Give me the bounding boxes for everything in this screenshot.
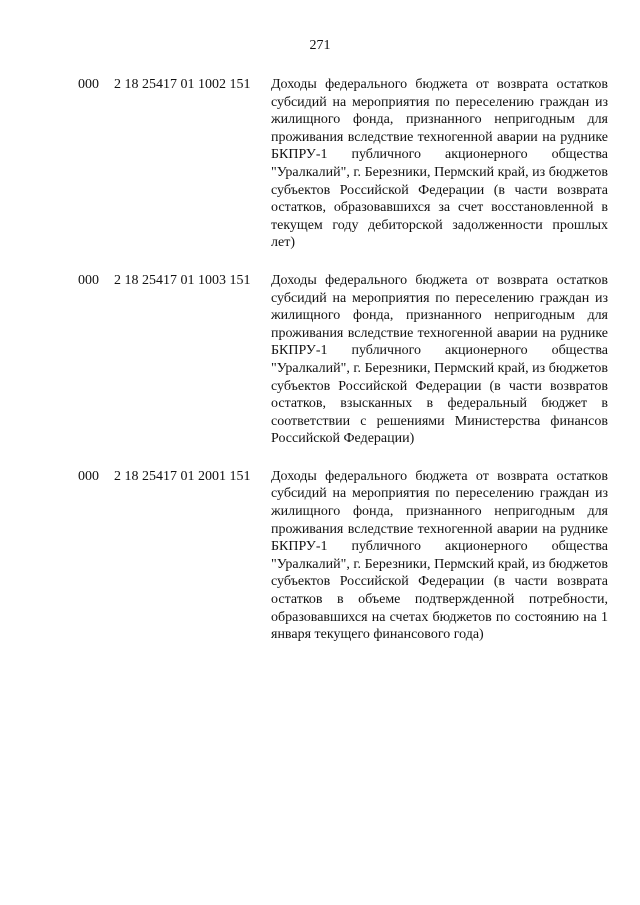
- budget-classification-code: 2 18 25417 01 1003 151: [114, 272, 251, 288]
- page-number: 271: [309, 38, 331, 53]
- table-row: [78, 468, 608, 644]
- income-description: Доходы федерального бюджета от возврата остатков субсидий на мероприятия по переселению граждан из жилищного фонда, признанного непригодным для проживания вследствие техногенной аварии на руднике БКПРУ-1 публичного акционерного общества "Уралкалий", г. Березники, Пермский край, из бюджетов субъектов Российской Федерации (в части возврата остатков, образовавшихся за счет восстановленной в текущем году дебиторской задолженности прошлых лет): [271, 77, 608, 251]
- table-row: [78, 272, 608, 448]
- admin-code: 000: [78, 77, 99, 92]
- income-description: Доходы федерального бюджета от возврата остатков субсидий на мероприятия по переселению граждан из жилищного фонда, признанного непригодным для проживания вследствие техногенной аварии на руднике БКПРУ-1 публичного акционерного общества "Уралкалий", г. Березники, Пермский край, из бюджетов субъектов Российской Федерации (в части возвратов остатков, взысканных в федеральный бюджет в соответствии с решениями Министерства финансов Российской Федерации): [271, 272, 608, 447]
- admin-code: 000: [78, 272, 99, 288]
- admin-code: 000: [78, 468, 99, 484]
- income-description: Доходы федерального бюджета от возврата остатков субсидий на мероприятия по переселению граждан из жилищного фонда, признанного непригодным для проживания вследствие техногенной аварии на руднике БКПРУ-1 публичного акционерного общества "Уралкалий", г. Березники, Пермский край, из бюджетов субъектов Российской Федерации (в части возврата остатков в объеме подтвержденной потребности, образовавшихся на счетах бюджетов по состоянию на 1 января текущего финансового года): [271, 468, 608, 643]
- table-row: [78, 76, 608, 252]
- budget-code-table: [78, 76, 608, 664]
- budget-classification-code: 2 18 25417 01 1002 151: [114, 77, 251, 92]
- budget-classification-code: 2 18 25417 01 2001 151: [114, 468, 251, 484]
